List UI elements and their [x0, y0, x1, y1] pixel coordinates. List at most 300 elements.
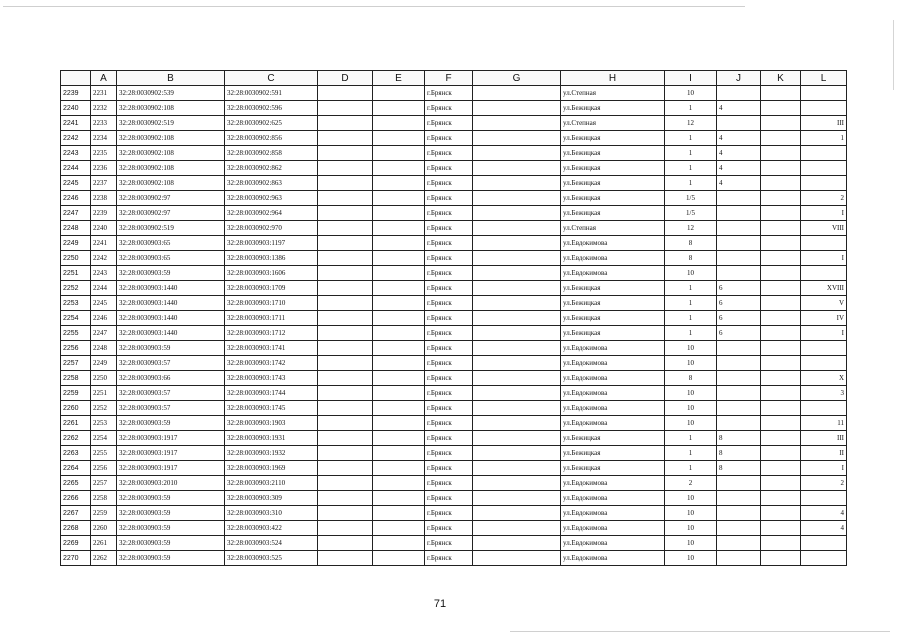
row-number-cell: 2250	[61, 251, 91, 266]
cell-e	[373, 131, 425, 146]
cell-b: 32:28:0030902:97	[117, 206, 225, 221]
cell-c: 32:28:0030903:1386	[225, 251, 318, 266]
cell-i: 10	[665, 416, 717, 431]
cell-j	[717, 266, 761, 281]
cell-f: г.Брянск	[425, 206, 473, 221]
cell-e	[373, 221, 425, 236]
cell-b: 32:28:0030903:59	[117, 536, 225, 551]
cell-g	[473, 221, 561, 236]
table-row	[61, 536, 847, 551]
row-number-cell: 2268	[61, 521, 91, 536]
cell-f: г.Брянск	[425, 446, 473, 461]
cell-i: 10	[665, 386, 717, 401]
cell-f: г.Брянск	[425, 386, 473, 401]
cell-i: 1	[665, 101, 717, 116]
cell-d	[318, 206, 373, 221]
row-number-cell: 2254	[61, 311, 91, 326]
cell-g	[473, 206, 561, 221]
cell-c: 32:28:0030903:1741	[225, 341, 318, 356]
cell-a: 2243	[91, 266, 117, 281]
cell-f: г.Брянск	[425, 176, 473, 191]
row-number-cell: 2245	[61, 176, 91, 191]
cell-k	[761, 311, 801, 326]
cell-d	[318, 116, 373, 131]
table-row	[61, 311, 847, 326]
cell-i: 1	[665, 311, 717, 326]
cell-h: ул.Бежицкая	[561, 131, 665, 146]
cell-e	[373, 86, 425, 101]
table-row	[61, 386, 847, 401]
cell-b: 32:28:0030902:97	[117, 191, 225, 206]
cell-g	[473, 401, 561, 416]
cell-k	[761, 206, 801, 221]
column-header: L	[801, 71, 847, 86]
cell-g	[473, 506, 561, 521]
cell-g	[473, 371, 561, 386]
cell-a: 2253	[91, 416, 117, 431]
cell-c: 32:28:0030903:1931	[225, 431, 318, 446]
cell-b: 32:28:0030903:1440	[117, 311, 225, 326]
cell-f: г.Брянск	[425, 281, 473, 296]
cell-f: г.Брянск	[425, 401, 473, 416]
table-row	[61, 101, 847, 116]
cell-d	[318, 86, 373, 101]
cell-c: 32:28:0030902:591	[225, 86, 318, 101]
cell-c: 32:28:0030903:1744	[225, 386, 318, 401]
cell-h: ул.Бежицкая	[561, 146, 665, 161]
cell-k	[761, 221, 801, 236]
cell-h: ул.Евдокимова	[561, 401, 665, 416]
cell-g	[473, 491, 561, 506]
cell-a: 2248	[91, 341, 117, 356]
cell-i: 8	[665, 236, 717, 251]
table-row	[61, 236, 847, 251]
cell-g	[473, 236, 561, 251]
cell-l	[801, 491, 847, 506]
cell-i: 10	[665, 536, 717, 551]
cell-j: 6	[717, 281, 761, 296]
cell-f: г.Брянск	[425, 521, 473, 536]
table-row	[61, 476, 847, 491]
row-number-cell: 2239	[61, 86, 91, 101]
cell-b: 32:28:0030903:57	[117, 356, 225, 371]
cell-f: г.Брянск	[425, 491, 473, 506]
cell-i: 1	[665, 431, 717, 446]
cell-e	[373, 281, 425, 296]
cell-a: 2235	[91, 146, 117, 161]
cell-j	[717, 521, 761, 536]
cell-a: 2255	[91, 446, 117, 461]
cell-h: ул.Евдокимова	[561, 521, 665, 536]
cell-h: ул.Бежицкая	[561, 101, 665, 116]
cell-l: 2	[801, 476, 847, 491]
cell-i: 10	[665, 521, 717, 536]
cell-d	[318, 191, 373, 206]
cell-f: г.Брянск	[425, 371, 473, 386]
table-row	[61, 341, 847, 356]
scan-edge-line-bottom	[510, 631, 890, 632]
cell-k	[761, 521, 801, 536]
cell-c: 32:28:0030902:970	[225, 221, 318, 236]
cell-i: 10	[665, 341, 717, 356]
cell-l: I	[801, 326, 847, 341]
cell-a: 2233	[91, 116, 117, 131]
cell-g	[473, 386, 561, 401]
cell-a: 2246	[91, 311, 117, 326]
cell-a: 2250	[91, 371, 117, 386]
cell-f: г.Брянск	[425, 416, 473, 431]
cell-b: 32:28:0030903:1917	[117, 461, 225, 476]
cell-h: ул.Бежицкая	[561, 311, 665, 326]
cell-a: 2241	[91, 236, 117, 251]
cell-b: 32:28:0030903:59	[117, 521, 225, 536]
cell-i: 1	[665, 446, 717, 461]
cell-a: 2252	[91, 401, 117, 416]
cell-k	[761, 86, 801, 101]
cell-d	[318, 386, 373, 401]
cell-d	[318, 266, 373, 281]
row-number-cell: 2243	[61, 146, 91, 161]
cell-b: 32:28:0030903:59	[117, 416, 225, 431]
row-number-cell: 2253	[61, 296, 91, 311]
cell-k	[761, 161, 801, 176]
cell-d	[318, 491, 373, 506]
table-row	[61, 116, 847, 131]
cell-c: 32:28:0030903:1969	[225, 461, 318, 476]
cell-c: 32:28:0030903:1606	[225, 266, 318, 281]
cell-i: 1	[665, 296, 717, 311]
cell-k	[761, 176, 801, 191]
cell-l: IV	[801, 311, 847, 326]
cell-j	[717, 536, 761, 551]
row-number-cell: 2258	[61, 371, 91, 386]
cell-c: 32:28:0030903:1932	[225, 446, 318, 461]
cell-d	[318, 416, 373, 431]
cell-l: 3	[801, 386, 847, 401]
cell-i: 12	[665, 116, 717, 131]
cell-k	[761, 341, 801, 356]
cell-b: 32:28:0030903:2010	[117, 476, 225, 491]
table-row	[61, 131, 847, 146]
cell-f: г.Брянск	[425, 86, 473, 101]
row-number-cell: 2252	[61, 281, 91, 296]
cell-h: ул.Евдокимова	[561, 236, 665, 251]
cell-k	[761, 251, 801, 266]
scan-edge-line	[3, 6, 745, 7]
table-row	[61, 206, 847, 221]
cell-g	[473, 416, 561, 431]
row-number-header	[61, 71, 91, 86]
cell-a: 2245	[91, 296, 117, 311]
cell-j: 8	[717, 431, 761, 446]
cell-c: 32:28:0030903:309	[225, 491, 318, 506]
cell-j	[717, 221, 761, 236]
cell-h: ул.Бежицкая	[561, 296, 665, 311]
row-number-cell: 2259	[61, 386, 91, 401]
cell-h: ул.Евдокимова	[561, 476, 665, 491]
cell-i: 1	[665, 146, 717, 161]
cell-h: ул.Степная	[561, 116, 665, 131]
cell-d	[318, 131, 373, 146]
cell-e	[373, 446, 425, 461]
cell-j	[717, 386, 761, 401]
cell-b: 32:28:0030903:59	[117, 491, 225, 506]
cell-b: 32:28:0030902:539	[117, 86, 225, 101]
cell-d	[318, 341, 373, 356]
cell-d	[318, 146, 373, 161]
cell-c: 32:28:0030903:524	[225, 536, 318, 551]
cell-j	[717, 371, 761, 386]
cell-f: г.Брянск	[425, 221, 473, 236]
cell-l	[801, 401, 847, 416]
cell-k	[761, 131, 801, 146]
cell-d	[318, 101, 373, 116]
cell-h: ул.Евдокимова	[561, 416, 665, 431]
cell-l	[801, 101, 847, 116]
cell-b: 32:28:0030903:57	[117, 401, 225, 416]
cell-f: г.Брянск	[425, 341, 473, 356]
cell-l	[801, 146, 847, 161]
cell-f: г.Брянск	[425, 536, 473, 551]
cell-f: г.Брянск	[425, 101, 473, 116]
cell-c: 32:28:0030903:422	[225, 521, 318, 536]
row-number-cell: 2246	[61, 191, 91, 206]
cell-b: 32:28:0030902:108	[117, 101, 225, 116]
cell-e	[373, 176, 425, 191]
row-number-cell: 2248	[61, 221, 91, 236]
cell-e	[373, 386, 425, 401]
column-header: I	[665, 71, 717, 86]
cell-d	[318, 356, 373, 371]
table-row	[61, 221, 847, 236]
table-row	[61, 161, 847, 176]
cell-k	[761, 371, 801, 386]
row-number-cell: 2255	[61, 326, 91, 341]
cell-i: 1/5	[665, 191, 717, 206]
cell-g	[473, 266, 561, 281]
cell-b: 32:28:0030903:1440	[117, 281, 225, 296]
cell-l: V	[801, 296, 847, 311]
cell-a: 2234	[91, 131, 117, 146]
cell-g	[473, 101, 561, 116]
cell-d	[318, 401, 373, 416]
cell-k	[761, 191, 801, 206]
cell-j	[717, 401, 761, 416]
row-number-cell: 2262	[61, 431, 91, 446]
cell-l: I	[801, 461, 847, 476]
register-table	[60, 70, 847, 566]
cell-b: 32:28:0030902:108	[117, 176, 225, 191]
cell-j	[717, 116, 761, 131]
cell-e	[373, 491, 425, 506]
cell-f: г.Брянск	[425, 191, 473, 206]
cell-c: 32:28:0030902:625	[225, 116, 318, 131]
cell-a: 2251	[91, 386, 117, 401]
cell-d	[318, 281, 373, 296]
row-number-cell: 2241	[61, 116, 91, 131]
cell-h: ул.Евдокимова	[561, 251, 665, 266]
cell-j: 6	[717, 296, 761, 311]
cell-j: 4	[717, 131, 761, 146]
cell-a: 2237	[91, 176, 117, 191]
cell-l	[801, 551, 847, 566]
cell-g	[473, 476, 561, 491]
cell-g	[473, 296, 561, 311]
cell-k	[761, 386, 801, 401]
cell-a: 2260	[91, 521, 117, 536]
table-row	[61, 461, 847, 476]
cell-f: г.Брянск	[425, 116, 473, 131]
cell-j: 4	[717, 146, 761, 161]
cell-k	[761, 101, 801, 116]
cell-b: 32:28:0030903:59	[117, 551, 225, 566]
cell-e	[373, 431, 425, 446]
cell-b: 32:28:0030902:519	[117, 116, 225, 131]
column-header: A	[91, 71, 117, 86]
cell-k	[761, 506, 801, 521]
cell-e	[373, 341, 425, 356]
table-row	[61, 506, 847, 521]
cell-j	[717, 236, 761, 251]
table-row	[61, 281, 847, 296]
cell-k	[761, 281, 801, 296]
cell-a: 2258	[91, 491, 117, 506]
cell-e	[373, 116, 425, 131]
cell-e	[373, 311, 425, 326]
cell-c: 32:28:0030903:1745	[225, 401, 318, 416]
cell-f: г.Брянск	[425, 236, 473, 251]
cell-i: 1/5	[665, 206, 717, 221]
cell-l: I	[801, 251, 847, 266]
cell-h: ул.Степная	[561, 86, 665, 101]
cell-h: ул.Евдокимова	[561, 371, 665, 386]
cell-k	[761, 431, 801, 446]
cell-e	[373, 191, 425, 206]
cell-e	[373, 506, 425, 521]
cell-a: 2262	[91, 551, 117, 566]
cell-g	[473, 146, 561, 161]
row-number-cell: 2242	[61, 131, 91, 146]
cell-i: 1	[665, 326, 717, 341]
cell-e	[373, 326, 425, 341]
cell-b: 32:28:0030903:1440	[117, 296, 225, 311]
cell-a: 2249	[91, 356, 117, 371]
cell-h: ул.Бежицкая	[561, 281, 665, 296]
cell-a: 2247	[91, 326, 117, 341]
cell-a: 2244	[91, 281, 117, 296]
cell-d	[318, 311, 373, 326]
cell-k	[761, 146, 801, 161]
cell-l: I	[801, 206, 847, 221]
cell-i: 1	[665, 461, 717, 476]
cell-k	[761, 551, 801, 566]
cell-f: г.Брянск	[425, 311, 473, 326]
cell-d	[318, 176, 373, 191]
cell-k	[761, 296, 801, 311]
cell-i: 10	[665, 506, 717, 521]
cell-c: 32:28:0030903:1709	[225, 281, 318, 296]
cell-a: 2254	[91, 431, 117, 446]
row-number-cell: 2261	[61, 416, 91, 431]
cell-h: ул.Бежицкая	[561, 176, 665, 191]
cell-i: 8	[665, 371, 717, 386]
cell-e	[373, 371, 425, 386]
cell-j: 6	[717, 326, 761, 341]
table-row	[61, 371, 847, 386]
cell-f: г.Брянск	[425, 356, 473, 371]
cell-c: 32:28:0030903:1743	[225, 371, 318, 386]
cell-c: 32:28:0030902:863	[225, 176, 318, 191]
cell-f: г.Брянск	[425, 266, 473, 281]
cell-b: 32:28:0030903:1440	[117, 326, 225, 341]
cell-b: 32:28:0030903:66	[117, 371, 225, 386]
cell-l: 1	[801, 131, 847, 146]
column-header: H	[561, 71, 665, 86]
cell-b: 32:28:0030902:108	[117, 131, 225, 146]
cell-d	[318, 221, 373, 236]
cell-l: XVIII	[801, 281, 847, 296]
row-number-cell: 2267	[61, 506, 91, 521]
cell-h: ул.Бежицкая	[561, 461, 665, 476]
cell-c: 32:28:0030902:964	[225, 206, 318, 221]
cell-c: 32:28:0030903:310	[225, 506, 318, 521]
cell-g	[473, 281, 561, 296]
cell-j	[717, 491, 761, 506]
cell-d	[318, 551, 373, 566]
cell-c: 32:28:0030903:1711	[225, 311, 318, 326]
cell-l	[801, 236, 847, 251]
cell-h: ул.Евдокимова	[561, 386, 665, 401]
column-header: E	[373, 71, 425, 86]
cell-a: 2238	[91, 191, 117, 206]
cell-h: ул.Бежицкая	[561, 446, 665, 461]
cell-j	[717, 416, 761, 431]
cell-k	[761, 326, 801, 341]
cell-c: 32:28:0030902:856	[225, 131, 318, 146]
cell-l: 4	[801, 506, 847, 521]
cell-f: г.Брянск	[425, 161, 473, 176]
cell-g	[473, 311, 561, 326]
cell-c: 32:28:0030903:1712	[225, 326, 318, 341]
cell-e	[373, 356, 425, 371]
cell-e	[373, 146, 425, 161]
cell-d	[318, 326, 373, 341]
cell-j	[717, 551, 761, 566]
cell-d	[318, 431, 373, 446]
cell-j	[717, 251, 761, 266]
cell-g	[473, 191, 561, 206]
cell-b: 32:28:0030903:59	[117, 341, 225, 356]
cell-g	[473, 341, 561, 356]
cell-b: 32:28:0030902:108	[117, 161, 225, 176]
table-row	[61, 326, 847, 341]
cell-i: 10	[665, 551, 717, 566]
cell-g	[473, 176, 561, 191]
cell-f: г.Брянск	[425, 146, 473, 161]
cell-l: III	[801, 431, 847, 446]
cell-d	[318, 446, 373, 461]
cell-i: 8	[665, 251, 717, 266]
cell-d	[318, 461, 373, 476]
cell-c: 32:28:0030902:862	[225, 161, 318, 176]
cell-c: 32:28:0030903:525	[225, 551, 318, 566]
cell-g	[473, 431, 561, 446]
column-header: D	[318, 71, 373, 86]
cell-b: 32:28:0030903:1917	[117, 446, 225, 461]
cell-g	[473, 551, 561, 566]
cell-a: 2231	[91, 86, 117, 101]
cell-e	[373, 236, 425, 251]
